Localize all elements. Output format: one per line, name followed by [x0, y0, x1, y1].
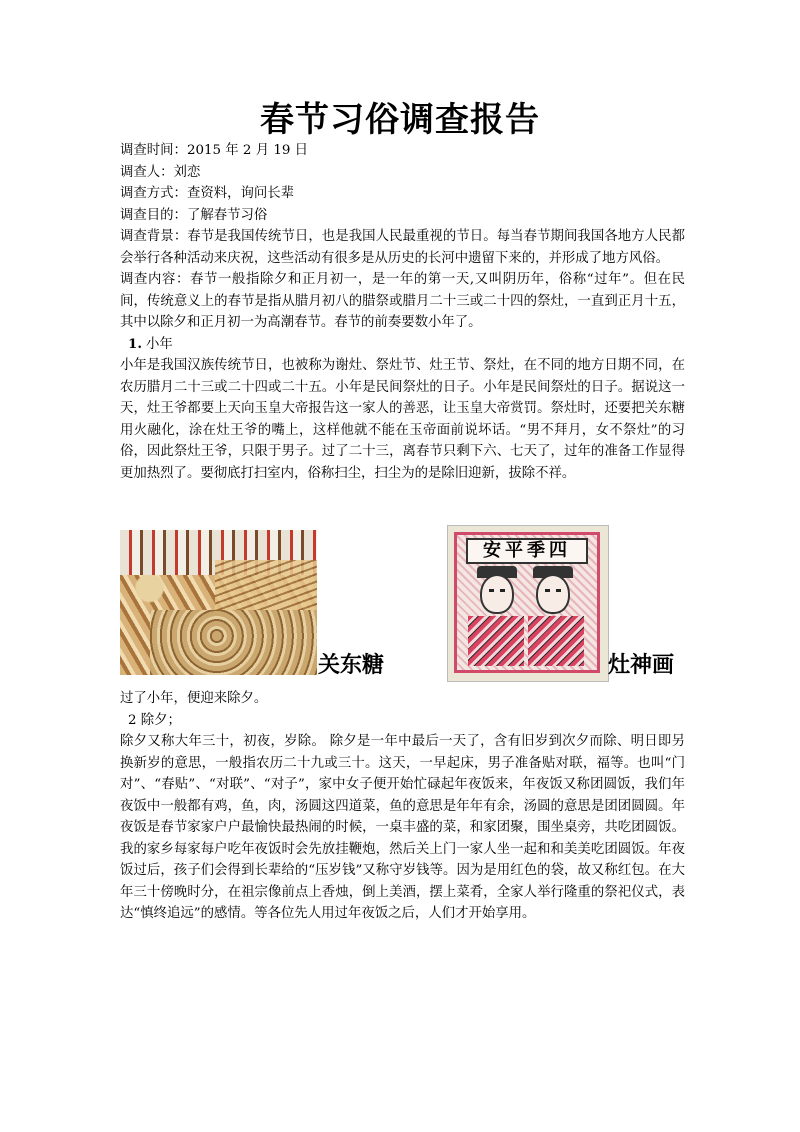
survey-time: 调查时间：2015 年 2 月 19 日	[120, 143, 309, 158]
right-figure-face	[536, 574, 570, 614]
left-figure-face	[480, 574, 514, 614]
survey-background: 调查背景：春节是我国传统节日，也是我国人民最重视的节日。每当春节期间我国各地方人民都会举行各种活动来庆祝，这些活动有很多是从历史的长河中遗留下来的，并形成了地方风俗。	[120, 229, 685, 266]
kitchen-god-painting	[447, 525, 609, 682]
survey-content: 调查内容：春节一般指除夕和正月初一，是一年的第一天,又叫阴历年，俗称“过年”。但在民间，传统意义上的春节是指从腊月初八的腊祭或腊月二十三或二十四的祭灶，一直到正月十五，其中以除夕和正月初一为高潮春节。春节的前奏要数小年了。	[120, 272, 685, 330]
left-figure-robe	[468, 616, 524, 666]
section-2-body: 除夕又称大年三十，初夜，岁除。 除夕是一年中最后一天了，含有旧岁到次夕而除、明日即另换新岁的意思，一般指农历二十九或三十。这天，一早起床，男子准备贴对联，福等。也叫“门对”、“春贴”、“对联”、“对子”，家中女子便开始忙碌起年夜饭来，年夜饭又称团圆饭，我们年夜饭中一般都有鸡，鱼，肉，汤圆这四道菜，鱼的意思是年年有余，汤圆的意思是团团圆圆。年夜饭是春节家家户户最愉快最热闹的时候，一桌丰盛的菜，和家团聚，围坐桌旁，共吃团圆饭。我的家乡每家每户吃年夜饭时会先放挂鞭炮，然后关上门一家人坐一起和和美美吃团圆饭。年夜饭过后，孩子们会得到长辈给的“压岁钱”又称守岁钱等。因为是用红色的袋，故又称红包。在大年三十傍晚时分，在祖宗像前点上香烛，倒上美酒，摆上菜肴，全家人举行隆重的祭祀仪式，表达“慎终追远”的感情。等各位先人用过年夜饭之后，人们才开始享用。	[120, 734, 685, 921]
section-1-body: 小年是我国汉族传统节日，也被称为谢灶、祭灶节、灶王节、祭灶，在不同的地方日期不同，在农历腊月二十三或二十四或二十五。小年是民间祭灶的日子。小年是民间祭灶的日子。据说这一天，灶王爷都要上天向玉皇大帝报告这一家人的善恶，让玉皇大帝赏罚。祭灶时，还要把关东糖用火融化，涂在灶王爷的嘴上，这样他就不能在玉帝面前说坏话。“男不拜月，女不祭灶”的习俗，因此祭灶王爷，只限于男子。过了二十三，离春节只剩下六、七天了，过年的准备工作显得更加热烈了。要彻底打扫室内，俗称扫尘，扫尘为的是除旧迎新，拔除不祥。	[120, 358, 685, 481]
report-title: 春节习俗调查报告	[260, 100, 540, 140]
section-1-title: 小年	[145, 336, 173, 352]
section-1-number: 1.	[128, 335, 142, 352]
surveyor: 调查人：刘恋	[120, 164, 201, 180]
survey-purpose: 调查目的：了解春节习俗	[120, 207, 268, 223]
survey-method: 调查方式：查资料，询问长辈	[120, 186, 295, 201]
report-meta	[120, 140, 685, 484]
candy-label: 关东糖	[318, 653, 385, 678]
right-figure-robe	[528, 616, 584, 666]
painting-label: 灶神画	[608, 653, 675, 678]
section-2-heading: 2 除夕；	[128, 712, 181, 728]
candy-pile	[150, 610, 317, 675]
section-1-heading	[120, 334, 685, 356]
section-2	[120, 688, 685, 925]
transition-line: 过了小年，便迎来除夕。	[120, 691, 268, 706]
guandong-candy-photo	[120, 530, 317, 675]
painting-banner: 安平季四	[466, 538, 588, 564]
